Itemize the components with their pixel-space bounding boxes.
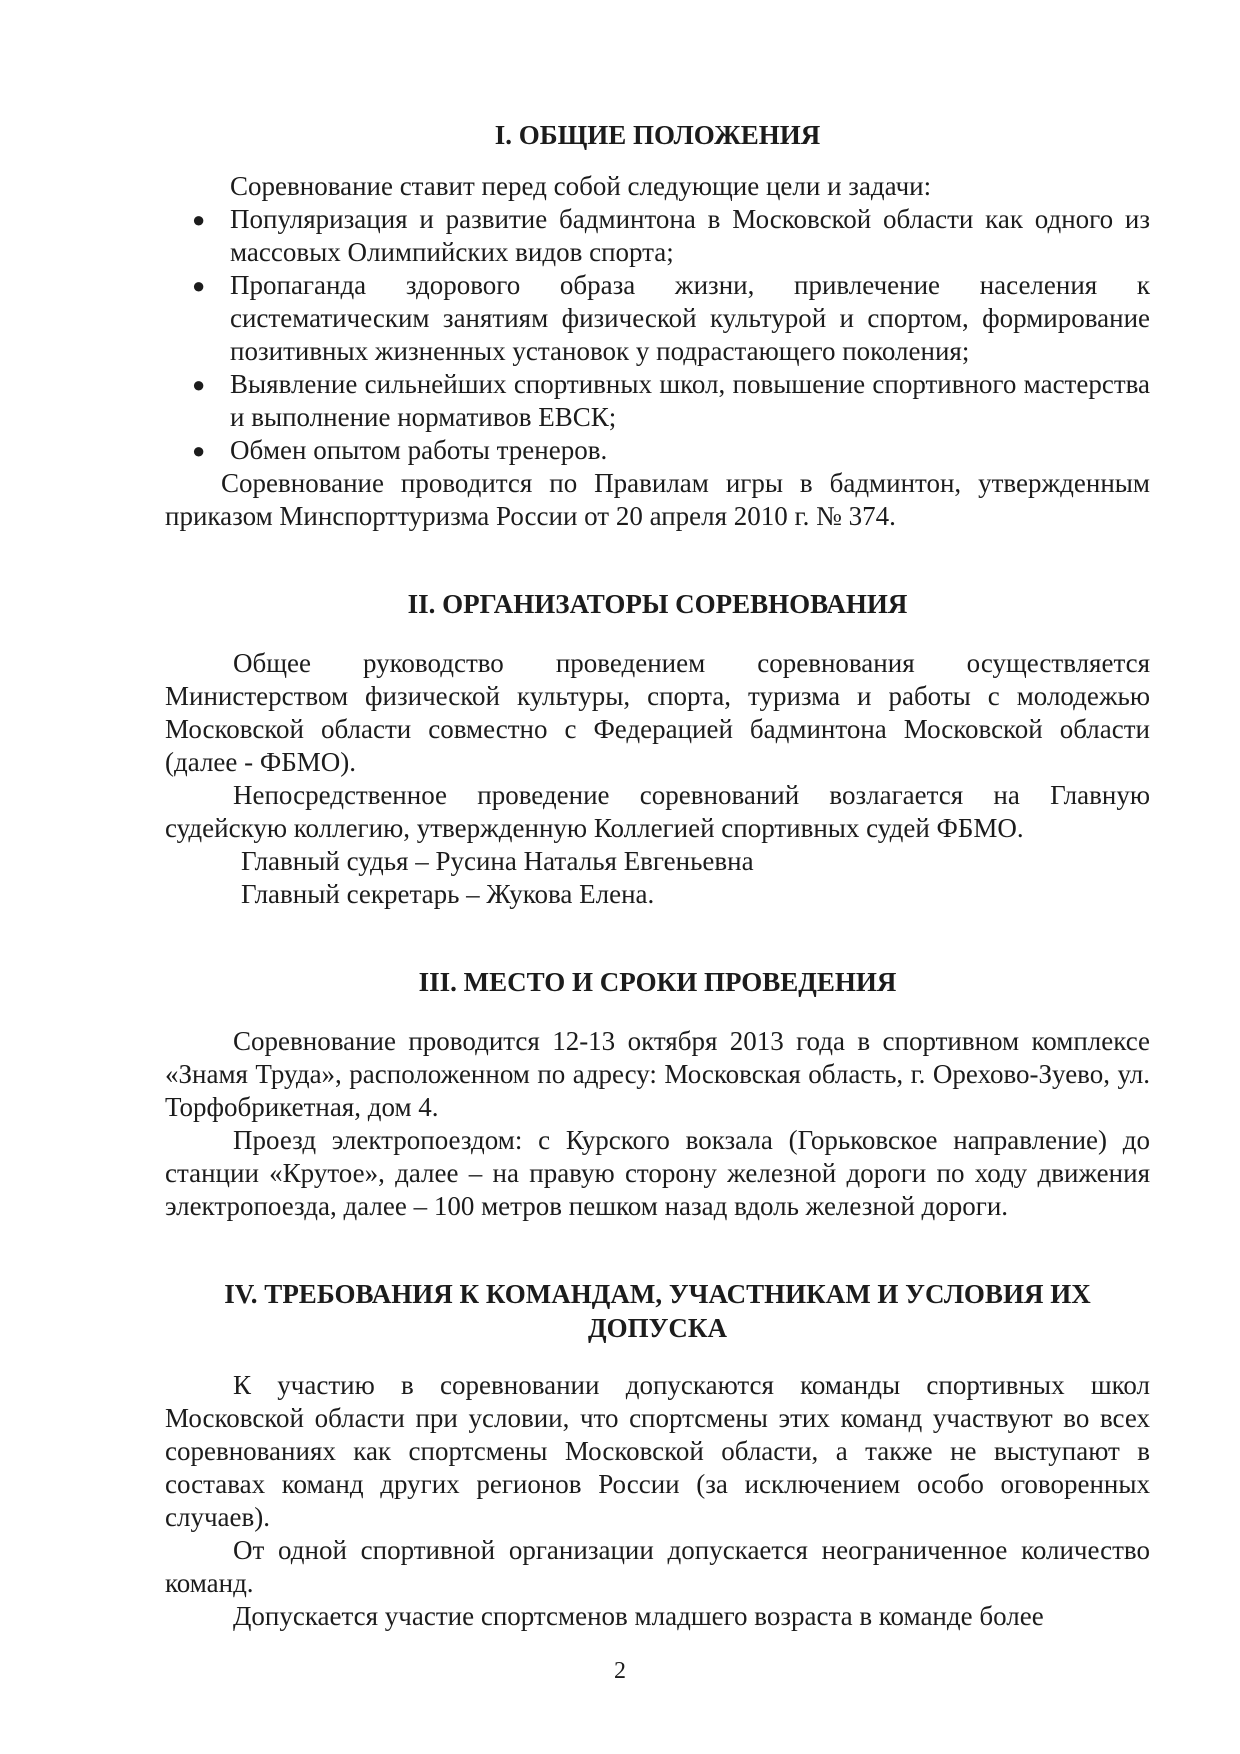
section-4-title: IV. ТРЕБОВАНИЯ К КОМАНДАМ, УЧАСТНИКАМ И УСЛОВИЯ ИХ ДОПУСКА [224,1279,1091,1343]
chief-judge: Главный судья – Русина Наталья Евгеньевна [241,846,754,876]
section-3-paragraph-1: Соревнование проводится 12-13 октября 2013 года в спортивном комплексе «Знамя Труда», расположенном по адресу: Московская область, г. Орехово-Зуево, ул. Торфобрикетная, дом 4. [165,1026,1150,1122]
bullet-icon: ● [192,207,206,232]
section-4-paragraph-2: От одной спортивной организации допускается неограниченное количество команд. [165,1535,1150,1598]
bullet-icon: ● [192,438,206,463]
goal-text: Выявление сильнейших спортивных школ, повышение спортивного мастерства и выполнение нормативов ЕВСК; [230,369,1150,432]
section-4-paragraph-3: Допускается участие спортсменов младшего возраста в команде более [233,1601,1044,1631]
goal-text: Популяризация и развитие бадминтона в Московской области как одного из массовых Олимпийских видов спорта; [230,204,1150,267]
goal-item [192,203,1150,269]
section-1-title: I. ОБЩИЕ ПОЛОЖЕНИЯ [494,120,821,150]
section-4-paragraph-1: К участию в соревновании допускаются команды спортивных школ Московской области при условии, что спортсмены этих команд участвуют во всех соревнованиях как спортсмены Московской области, а также не выступают в составах команд других регионов России (за исключением особо оговоренных случаев). [165,1370,1150,1532]
bullet-icon: ● [192,273,206,298]
goals-list [165,203,1150,467]
section-3-paragraph-2: Проезд электропоездом: с Курского вокзала (Горьковское направление) до станции «Крутое», далее – на правую сторону железной дороги по ходу движения электропоезда, далее – 100 метров пешком назад вдоль железной дороги. [165,1125,1150,1221]
goal-item [192,269,1150,368]
goal-text: Обмен опытом работы тренеров. [230,435,608,465]
section-3-title: III. МЕСТО И СРОКИ ПРОВЕДЕНИЯ [418,967,897,997]
section-2-title: II. ОРГАНИЗАТОРЫ СОРЕВНОВАНИЯ [407,589,908,619]
goal-item [192,434,1150,467]
goal-item [192,368,1150,434]
section-1-intro: Соревнование ставит перед собой следующие цели и задачи: [230,171,932,201]
bullet-icon: ● [192,372,206,397]
goal-text: Пропаганда здорового образа жизни, привлечение населения к систематическим занятиям физической культурой и спортом, формирование позитивных жизненных установок у подрастающего поколения; [230,270,1150,366]
chief-secretary: Главный секретарь – Жукова Елена. [241,879,655,909]
section-2-paragraph-1: Общее руководство проведением соревнования осуществляется Министерством физической культуры, спорта, туризма и работы с молодежью Московской области совместно с Федерацией бадминтона Московской области (далее - ФБМО). [165,648,1150,777]
section-2-paragraph-2: Непосредственное проведение соревнований возлагается на Главную судейскую коллегию, утвержденную Коллегией спортивных судей ФБМО. [165,780,1150,843]
section-1-closing: Соревнование проводится по Правилам игры в бадминтон, утвержденным приказом Минспорттуризма России от 20 апреля 2010 г. № 374. [165,468,1150,531]
page-number: 2 [614,1658,626,1684]
document-content [165,118,1150,1633]
